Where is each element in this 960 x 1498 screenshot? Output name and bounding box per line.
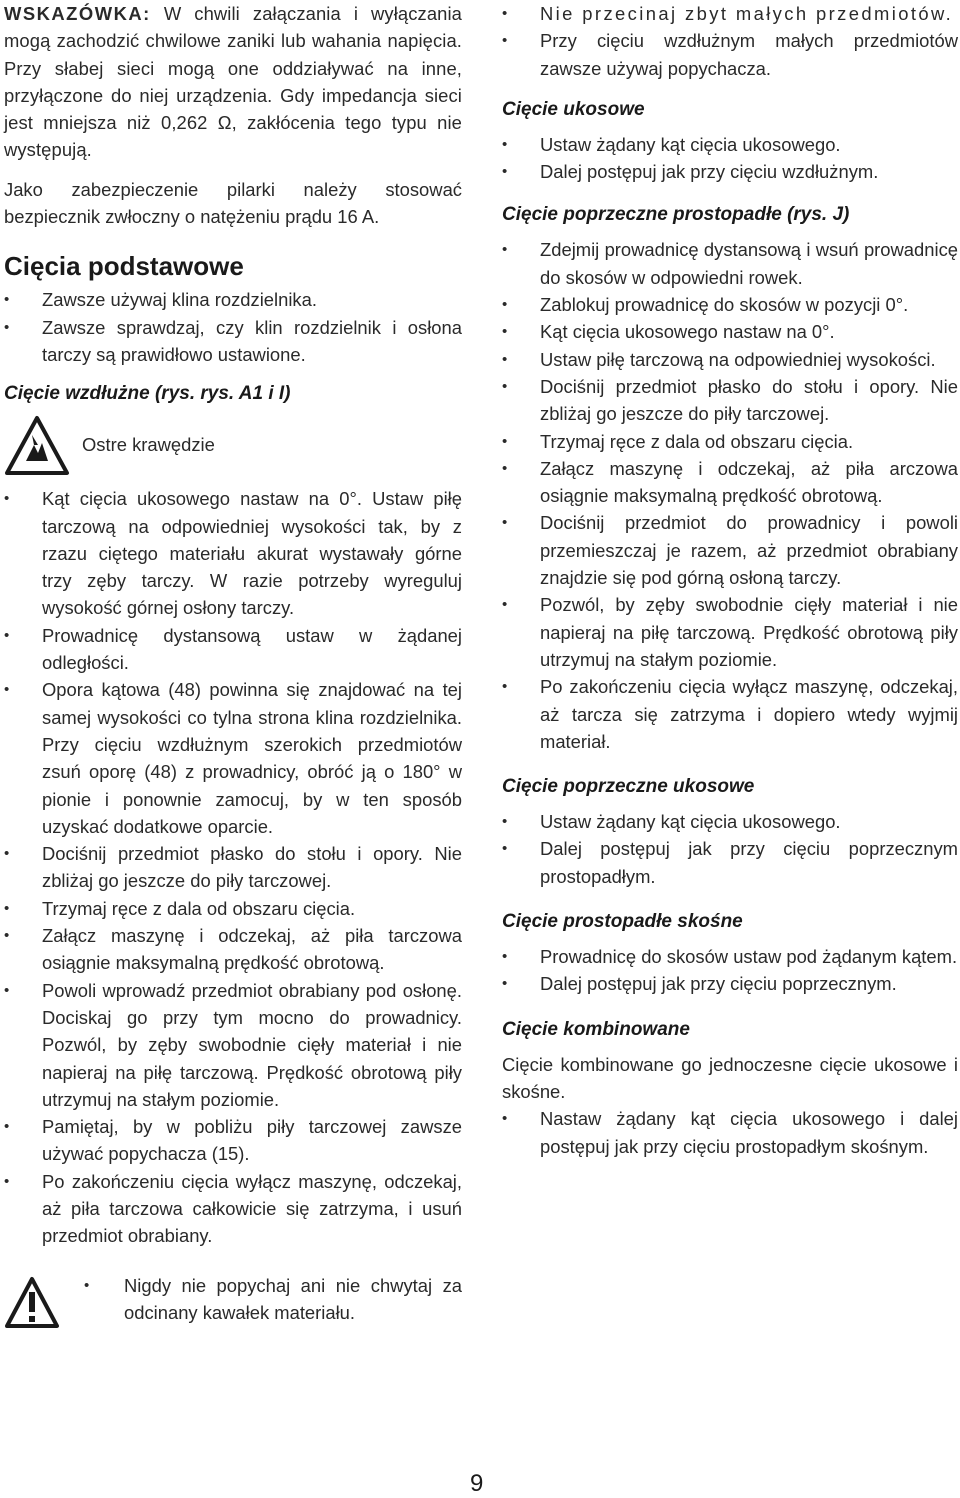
list-item: • Zdejmij prowadnicę dystansową i wsuń prowadnicę do skosów w odpowiedni rowek. <box>502 236 958 291</box>
list-item: • Dalej postępuj jak przy cięciu poprzecznym prostopadłym. <box>502 835 958 890</box>
cross-bevel-heading: Cięcie poprzeczne ukosowe <box>502 776 755 798</box>
list-item: • Pamiętaj, by w pobliżu piły tarczowej zawsze używać popychacza (15). <box>4 1113 462 1168</box>
list-item: • Kąt cięcia ukosowego nastaw na 0°. Ustaw piłę tarczową na odpowiedniej wysokości tak, by z rzazu ciętego materiału akurat wystawały górne trzy zęby tarczy. W razie potrzeby wyreguluj wysokość górnej osłony tarczy. <box>4 485 462 621</box>
section-title: Cięcia podstawowe <box>4 251 244 282</box>
warning-list <box>84 1272 462 1327</box>
basic-list <box>4 286 462 368</box>
list-item: • Po zakończeniu cięcia wyłącz maszynę, odczekaj, aż tarcza się zatrzyma i dopiero wtedy wyjmij materiał. <box>502 673 958 755</box>
list-item: • Trzymaj ręce z dala od obszaru cięcia. <box>502 428 958 455</box>
list-item: • Powoli wprowadź przedmiot obrabiany pod osłonę. Dociskaj go przy tym mocno do prowadnicy. Pozwól, by zęby swobodnie cięły materiał i nie napieraj na piłę tarczową. Prędkość obrotową piły utrzymuj na stałym poziomie. <box>4 977 462 1113</box>
list-item: • Nigdy nie popychaj ani nie chwytaj za odcinany kawałek materiału. <box>84 1272 462 1327</box>
list-item: • Zawsze sprawdzaj, czy klin rozdzielnik i osłona tarczy są prawidłowo ustawione. <box>4 314 462 369</box>
list-item: • Zablokuj prowadnicę do skosów w pozycji 0°. <box>502 291 958 318</box>
list-item: • Ustaw piłę tarczową na odpowiedniej wysokości. <box>502 346 958 373</box>
exclamation-warning-icon <box>4 1276 60 1330</box>
list-item: • Opora kątowa (48) powinna się znajdować na tej samej wysokości co tylna strona klina rozdzielnika. Przy cięciu wzdłużnym szerokich przedmiotów zsuń oporę (48) z prowadnicy, obróć ją o 180° w pionie i ponownie zamocuj, by w ten sposób uzyskać dodatkowe oparcie. <box>4 676 462 840</box>
list-item: • Nastaw żądany kąt cięcia ukosowego i dalej postępuj jak przy cięciu prostopadłym skośnym. <box>502 1105 958 1160</box>
rip-heading: Cięcie wzdłużne (rys. rys. A1 i I) <box>4 383 291 405</box>
fuse-paragraph: Jako zabezpieczenie pilarki należy stosować bezpiecznik zwłoczny o natężeniu prądu 16 A. <box>4 178 462 228</box>
list-item: • Przy cięciu wzdłużnym małych przedmiotów zawsze używaj popychacza. <box>502 27 958 82</box>
cross-list <box>502 236 958 755</box>
list-item: • Nie przecinaj zbyt małych przedmiotów. <box>502 0 958 27</box>
bevel-list <box>502 131 958 186</box>
miter-heading: Cięcie prostopadłe skośne <box>502 911 743 933</box>
list-item: • Dalej postępuj jak przy cięciu wzdłużnym. <box>502 158 958 185</box>
list-item: • Dociśnij przedmiot płasko do stołu i opory. Nie zbliżaj go jeszcze do piły tarczowej. <box>4 840 462 895</box>
top-list <box>502 0 958 82</box>
note-paragraph <box>4 0 462 164</box>
list-item: • Prowadnicę dystansową ustaw w żądanej odległości. <box>4 622 462 677</box>
list-item: • Po zakończeniu cięcia wyłącz maszynę, odczekaj, aż piła tarczowa całkowicie się zatrzyma, i usuń przedmiot obrabiany. <box>4 1168 462 1250</box>
list-item: • Ustaw żądany kąt cięcia ukosowego. <box>502 131 958 158</box>
page-number: 9 <box>470 1470 484 1497</box>
compound-heading: Cięcie kombinowane <box>502 1018 690 1040</box>
list-item: • Dalej postępuj jak przy cięciu poprzecznym. <box>502 970 958 997</box>
list-item: • Załącz maszynę i odczekaj, aż piła tarczowa osiągnie maksymalną prędkość obrotową. <box>4 922 462 977</box>
left-column <box>4 0 462 1336</box>
list-item: • Trzymaj ręce z dala od obszaru cięcia. <box>4 895 462 922</box>
list-item: • Dociśnij przedmiot płasko do stołu i opory. Nie zbliżaj go jeszcze do piły tarczowej. <box>502 373 958 428</box>
list-item: • Zawsze używaj klina rozdzielnika. <box>4 286 462 313</box>
compound-list <box>502 1105 958 1160</box>
right-column <box>502 0 958 1160</box>
note-text: W chwili załączania i wyłączania mogą zachodzić chwilowe zaniki lub wahania napięcia. Przy słabej sieci mogą one oddziaływać na inne, przyłączone do niej urządzenia. Gdy impedancja sieci jest mniejsza niż 0,262 Ω, zakłócenia tego typu nie występują. <box>4 3 462 161</box>
compound-paragraph: Cięcie kombinowane go jednoczesne cięcie ukosowe i skośne. <box>502 1053 958 1102</box>
cross-heading: Cięcie poprzeczne prostopadłe (rys. J) <box>502 204 850 226</box>
sharp-edges-warning-icon <box>4 415 70 477</box>
list-item: • Ustaw żądany kąt cięcia ukosowego. <box>502 808 958 835</box>
general-warning <box>4 1272 462 1336</box>
list-item: • Dociśnij przedmiot do prowadnicy i powoli przemieszczaj je razem, aż przedmiot obrabiany znajdzie się pod górną osłoną tarczy. <box>502 509 958 591</box>
list-item: • Załącz maszynę i odczekaj, aż piła arczowa osiągnie maksymalną prędkość obrotową. <box>502 455 958 510</box>
bevel-heading: Cięcie ukosowe <box>502 98 645 120</box>
sharp-edges-label: Ostre krawędzie <box>82 434 215 456</box>
sharp-edges-warning <box>4 415 462 485</box>
list-item: • Prowadnicę do skosów ustaw pod żądanym kątem. <box>502 943 958 970</box>
note-label: WSKAZÓWKA: <box>4 3 151 24</box>
rip-list <box>4 485 462 1249</box>
miter-list <box>502 943 958 998</box>
list-item: • Kąt cięcia ukosowego nastaw na 0°. <box>502 318 958 345</box>
cross-bevel-list <box>502 808 958 890</box>
list-item: • Pozwól, by zęby swobodnie cięły materiał i nie napieraj na piłę tarczową. Prędkość obrotową piły utrzymuj na stałym poziomie. <box>502 591 958 673</box>
